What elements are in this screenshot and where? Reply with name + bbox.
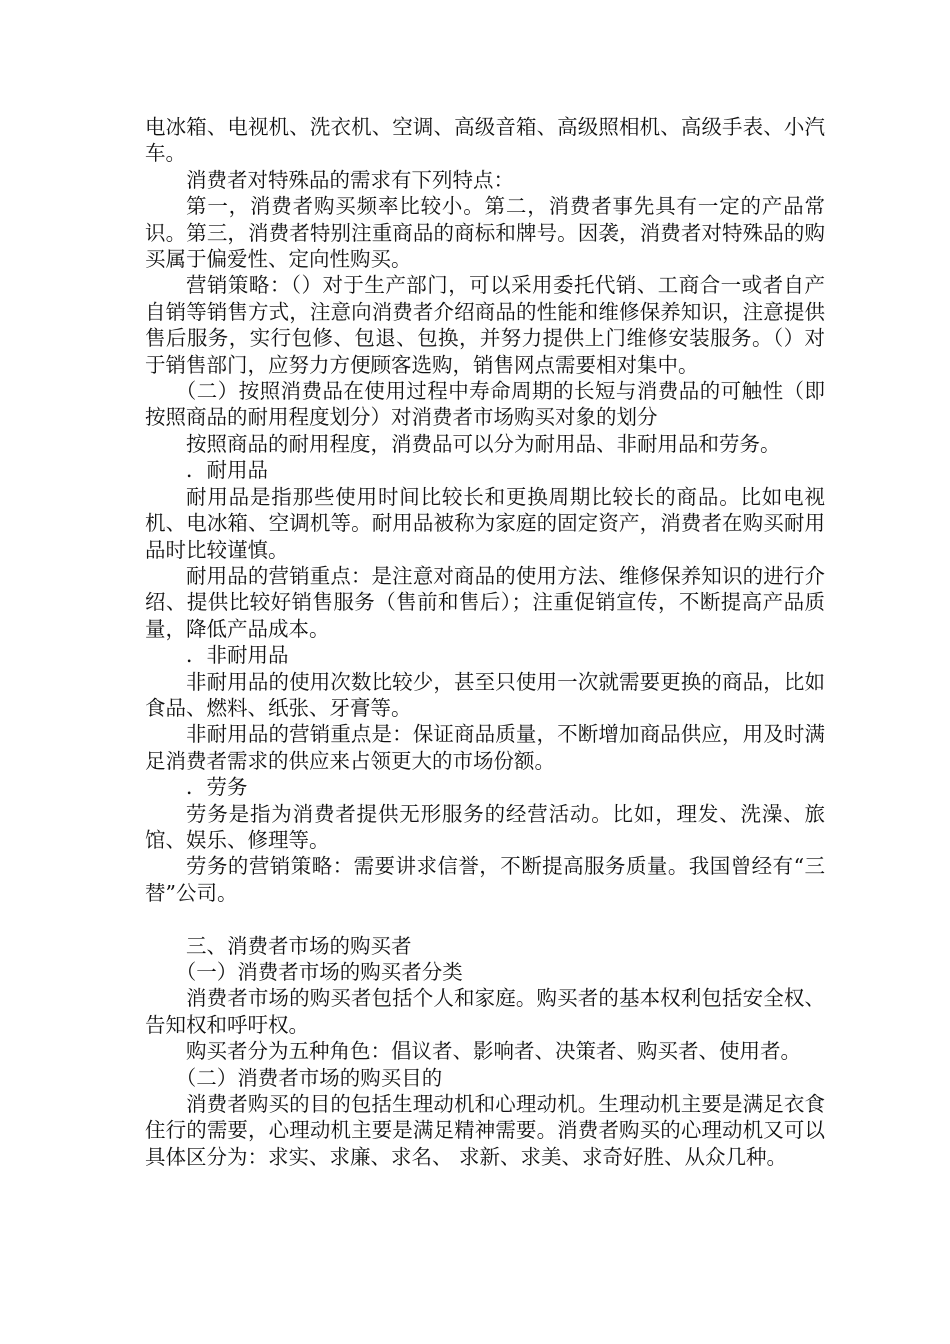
section-heading-2: （二）按照消费品在使用过程中寿命周期的长短与消费品的可触性（即按照商品的耐用程度划分）对消费者市场购买对象的划分 <box>145 379 825 430</box>
subsection-heading-2: （二）消费者市场的购买目的 <box>175 1065 443 1090</box>
paragraph-1: 消费者对特殊品的需求有下列特点： <box>186 167 514 192</box>
blank-line <box>145 906 825 932</box>
document-page <box>145 114 825 1170</box>
subheading-nondurable: ．非耐用品 <box>186 643 289 668</box>
paragraph-14: 劳务的营销策略：需要讲求信誉，不断提高服务质量。我国曾经有“三替”公司。 <box>145 854 825 905</box>
section-heading-3: 三、消费者市场的购买者 <box>186 933 412 958</box>
subheading-services: ．劳务 <box>186 775 248 800</box>
paragraph-11: 非耐用品的营销重点是：保证商品质量，不断增加商品供应，用及时满足消费者需求的供应来占领更大的市场份额。 <box>145 722 825 773</box>
subsection-heading-1: （一）消费者市场的购买者分类 <box>175 959 463 984</box>
paragraph-10: 非耐用品的使用次数比较少，甚至只使用一次就需要更换的商品，比如食品、燃料、纸张、牙膏等。 <box>145 669 825 720</box>
paragraph-0: 电冰箱、电视机、洗衣机、空调、高级音箱、高级照相机、高级手表、小汽车。 <box>145 115 825 166</box>
paragraph-2: 第一，消费者购买频率比较小。第二，消费者事先具有一定的产品常识。第三，消费者特别注重商品的商标和牌号。因袭，消费者对特殊品的购买属于偏爱性、定向性购买。 <box>145 194 825 272</box>
paragraph-5: 按照商品的耐用程度，消费品可以分为耐用品、非耐用品和劳务。 <box>186 431 781 456</box>
paragraph-7: 耐用品是指那些使用时间比较长和更换周期比较长的商品。比如电视机、电冰箱、空调机等。耐用品被称为家庭的固定资产，消费者在购买耐用品时比较谨慎。 <box>145 484 825 562</box>
paragraph-13: 劳务是指为消费者提供无形服务的经营活动。比如，理发、洗澡、旅馆、娱乐、修理等。 <box>145 801 825 852</box>
paragraph-18: 消费者市场的购买者包括个人和家庭。购买者的基本权利包括安全权、告知权和呼吁权。 <box>145 986 825 1037</box>
paragraph-21: 消费者购买的目的包括生理动机和心理动机。生理动机主要是满足衣食住行的需要，心理动机主要是满足精神需要。消费者购买的心理动机又可以具体区分为：求实、求廉、求名、 求新、求美、求奇好胜、从众几种。 <box>145 1092 825 1169</box>
paragraph-8: 耐用品的营销重点：是注意对商品的使用方法、维修保养知识的进行介绍、提供比较好销售服务（售前和售后）；注重促销宣传，不断提高产品质量，降低产品成本。 <box>145 563 825 641</box>
paragraph-3: 营销策略：（）对于生产部门，可以采用委托代销、工商合一或者自产自销等销售方式，注意向消费者介绍商品的性能和维修保养知识，注意提供售后服务，实行包修、包退、包换，并努力提供上门维修安装服务。（）对于销售部门，应努力方便顾客选购，销售网点需要相对集中。 <box>145 273 825 377</box>
subheading-durable: ．耐用品 <box>186 458 268 483</box>
paragraph-19: 购买者分为五种角色：倡议者、影响者、决策者、购买者、使用者。 <box>186 1039 801 1064</box>
